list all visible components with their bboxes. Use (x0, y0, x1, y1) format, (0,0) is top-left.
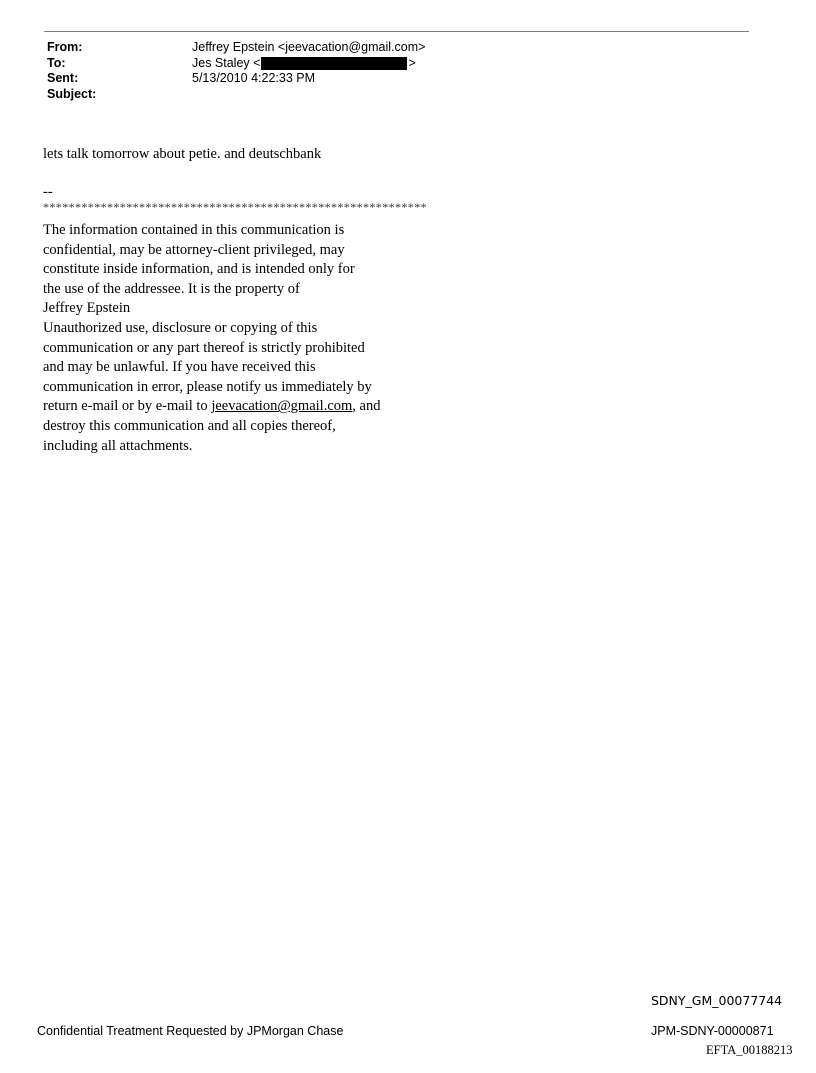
from-row (47, 40, 425, 56)
from-label: From: (47, 40, 83, 54)
subject-label: Subject: (47, 86, 97, 101)
redaction-box (261, 57, 407, 70)
disclaimer-line-with-email (43, 397, 380, 417)
sent-value: 5/13/2010 4:22:33 PM (192, 71, 316, 86)
sent-label: Sent: (47, 71, 79, 85)
to-label: To: (47, 55, 66, 70)
to-row (47, 56, 425, 72)
disclaimer-line: communication or any part thereof is strictly prohibited (43, 339, 365, 356)
to-prefix: Jes Staley < (192, 55, 261, 70)
disclaimer-line: confidential, may be attorney-client privileged, may (43, 241, 345, 258)
disclaimer-line: constitute inside information, and is intended only for (43, 261, 355, 278)
header-divider (44, 31, 749, 32)
to-suffix: > (408, 55, 416, 70)
confidentiality-disclaimer (43, 221, 380, 456)
confidential-treatment-footer: Confidential Treatment Requested by JPMorgan Chase (37, 1024, 344, 1038)
disclaimer-line: Jeffrey Epstein (43, 300, 131, 317)
disclaimer-line: The information contained in this communication is (43, 222, 345, 238)
disclaimer-line: and may be unlawful. If you have received this (43, 359, 316, 376)
to-value (192, 56, 416, 72)
disclaimer-line: the use of the addressee. It is the property of (43, 280, 300, 297)
disclaimer-line: destroy this communication and all copies thereof, (43, 417, 336, 434)
jpm-bates-stamp: JPM-SDNY-00000871 (651, 1024, 774, 1038)
subject-row (47, 87, 425, 103)
sent-row (47, 71, 425, 87)
email-header (47, 40, 425, 102)
disclaimer-line-prefix: return e-mail or by e-mail to (43, 398, 212, 415)
disclaimer-line: communication in error, please notify us immediately by (43, 378, 372, 395)
sdny-bates-stamp: SDNY_GM_00077744 (651, 993, 783, 1008)
signature-separator: -- (43, 184, 53, 200)
disclaimer-line: including all attachments. (43, 437, 193, 454)
email-link[interactable]: jeevacation@gmail.com (211, 398, 353, 415)
from-value: Jeffrey Epstein <jeevacation@gmail.com> (192, 40, 426, 55)
disclaimer-line: Unauthorized use, disclosure or copying of this (43, 319, 318, 336)
efta-bates-stamp: EFTA_00188213 (706, 1043, 793, 1057)
message-body: lets talk tomorrow about petie. and deutschbank (43, 146, 322, 162)
asterisk-divider: ************************************************************ (43, 200, 427, 214)
disclaimer-line-suffix: , and (352, 398, 381, 415)
